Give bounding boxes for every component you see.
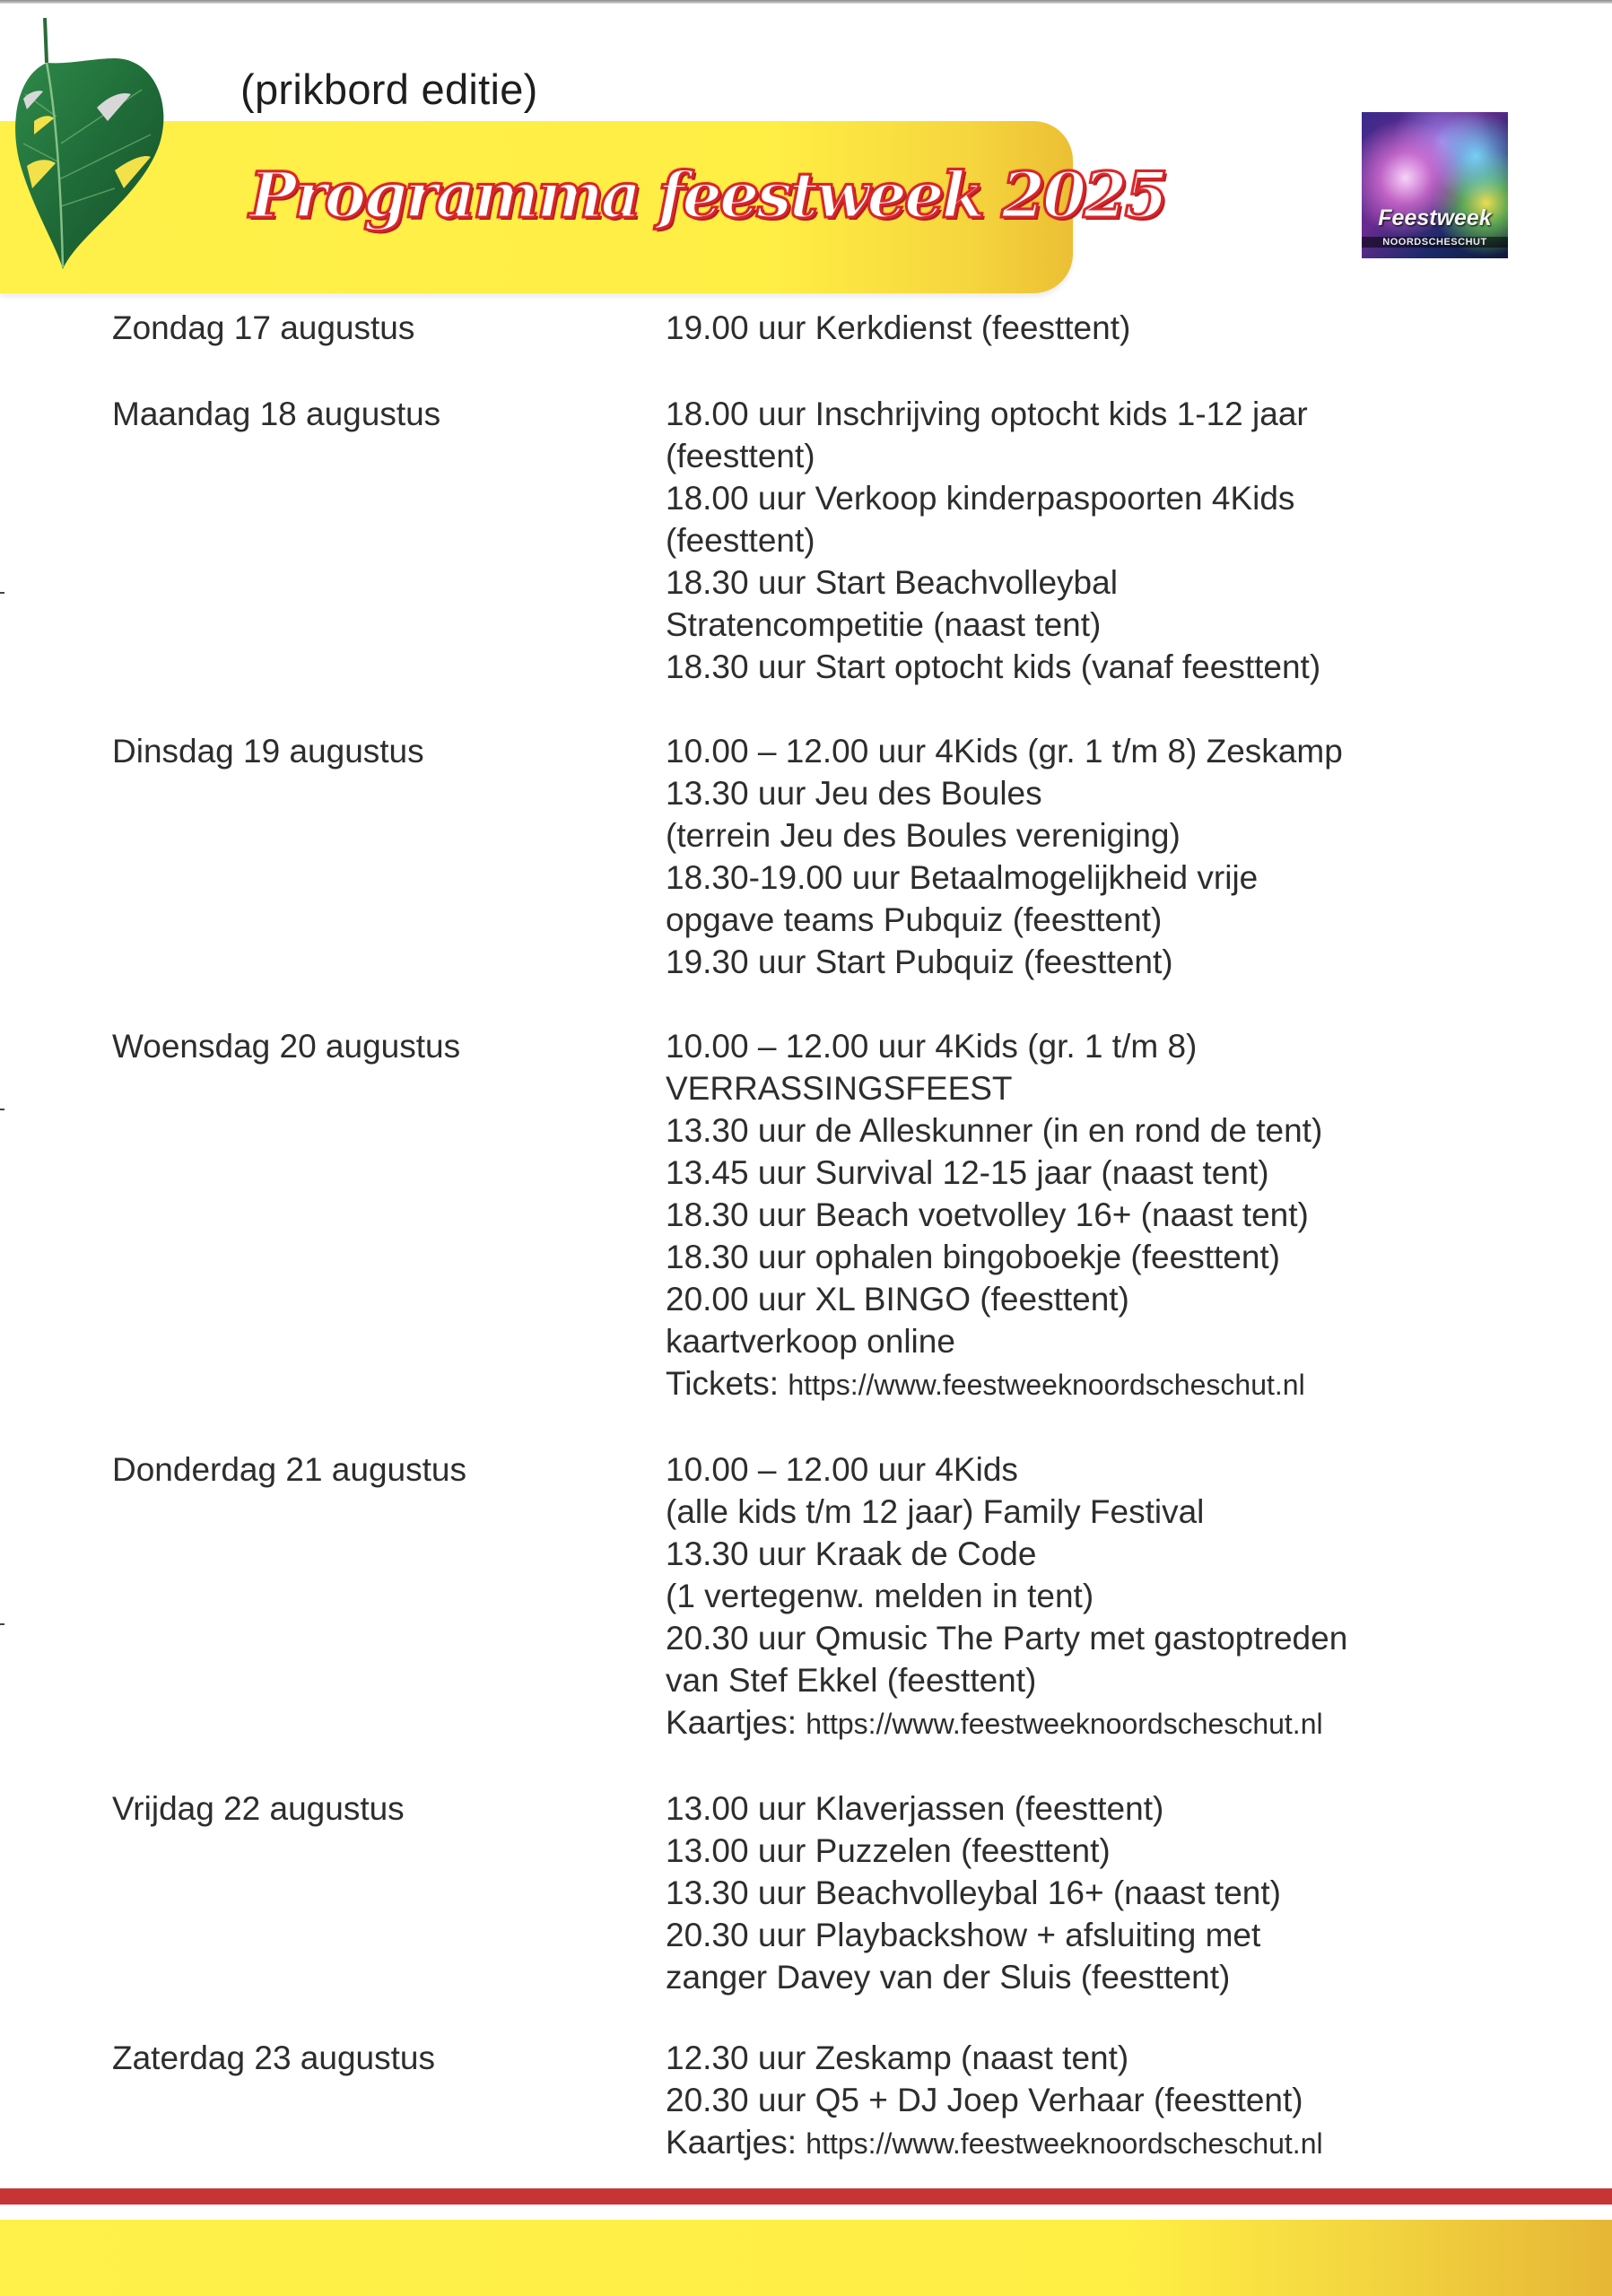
event-item: 20.30 uur Qmusic The Party met gastoptreden	[666, 1620, 1348, 1657]
day-label: Vrijdag 22 augustus	[112, 1790, 405, 1827]
ticket-link-url[interactable]: https://www.feestweeknoordscheschut.nl	[806, 1708, 1323, 1740]
ticket-link-label: Kaartjes:	[666, 2124, 797, 2161]
event-list	[666, 730, 1565, 983]
event-item: VERRASSINGSFEEST	[666, 1070, 1013, 1107]
event-item: 18.00 uur Verkoop kinderpaspoorten 4Kids	[666, 480, 1295, 517]
event-item: 18.30 uur Beach voetvolley 16+ (naast tent)	[666, 1196, 1309, 1233]
event-item: 13.00 uur Klaverjassen (feesttent)	[666, 1790, 1164, 1827]
event-item: van Stef Ekkel (feesttent)	[666, 1662, 1037, 1699]
day-label: Donderdag 21 augustus	[112, 1451, 466, 1488]
event-item: (feesttent)	[666, 438, 815, 474]
event-item: 13.30 uur Jeu des Boules	[666, 775, 1042, 812]
day-label: Zaterdag 23 augustus	[112, 2039, 435, 2076]
event-list	[666, 393, 1565, 688]
day-label: Maandag 18 augustus	[112, 396, 441, 432]
event-item: 18.30 uur Start Beachvolleybal	[666, 564, 1118, 601]
schedule-row	[112, 1025, 1565, 1406]
ticket-link-url[interactable]: https://www.feestweeknoordscheschut.nl	[806, 2127, 1323, 2160]
schedule-row	[112, 1787, 1565, 1998]
logo-subtext: NOORDSCHESCHUT	[1362, 237, 1508, 248]
event-item: 13.45 uur Survival 12-15 jaar (naast tent)	[666, 1154, 1269, 1191]
ticket-link-line	[666, 2121, 1565, 2165]
event-item: (terrein Jeu des Boules vereniging)	[666, 817, 1181, 854]
event-item: 13.30 uur de Alleskunner (in en rond de tent)	[666, 1112, 1323, 1149]
page-top-edge	[0, 0, 1612, 4]
event-list	[666, 1025, 1565, 1406]
event-item: 20.30 uur Q5 + DJ Joep Verhaar (feesttent)	[666, 2082, 1303, 2118]
event-item: 10.00 – 12.00 uur 4Kids	[666, 1451, 1018, 1488]
footer-yellow-band	[0, 2220, 1612, 2296]
schedule-row	[112, 2037, 1565, 2165]
event-item: 18.30-19.00 uur Betaalmogelijkheid vrije	[666, 859, 1259, 896]
schedule-row	[112, 1448, 1565, 1745]
edition-subtitle: (prikbord editie)	[240, 65, 538, 113]
schedule-row	[112, 307, 1565, 349]
logo-text: Feestweek	[1378, 205, 1492, 230]
monstera-leaf-icon	[7, 9, 196, 269]
event-item: 18.00 uur Inschrijving optocht kids 1-12 jaar	[666, 396, 1308, 432]
ticket-link-label: Tickets:	[666, 1365, 780, 1402]
schedule-row	[112, 393, 1565, 688]
event-item: 12.30 uur Zeskamp (naast tent)	[666, 2039, 1129, 2076]
ticket-link-line	[666, 1362, 1565, 1406]
page-title: Programma feestweek 2025	[249, 158, 1166, 232]
ticket-link-url[interactable]: https://www.feestweeknoordscheschut.nl	[788, 1369, 1305, 1401]
event-item: 13.30 uur Kraak de Code	[666, 1535, 1037, 1572]
event-item: 18.30 uur Start optocht kids (vanaf feesttent)	[666, 648, 1321, 685]
event-item: 20.30 uur Playbackshow + afsluiting met	[666, 1917, 1261, 1953]
fold-mark	[0, 592, 4, 594]
event-item: (1 vertegenw. melden in tent)	[666, 1578, 1094, 1614]
event-item: 18.30 uur ophalen bingoboekje (feesttent)	[666, 1239, 1281, 1275]
day-label: Woensdag 20 augustus	[112, 1028, 461, 1065]
fold-mark	[0, 1623, 4, 1625]
event-list	[666, 1787, 1565, 1998]
event-item: kaartverkoop online	[666, 1323, 955, 1360]
event-item: 10.00 – 12.00 uur 4Kids (gr. 1 t/m 8) Zeskamp	[666, 733, 1343, 770]
schedule-table	[112, 307, 1565, 2165]
event-item: 13.30 uur Beachvolleybal 16+ (naast tent)	[666, 1874, 1281, 1911]
ticket-link-line	[666, 1701, 1565, 1745]
event-item: 10.00 – 12.00 uur 4Kids (gr. 1 t/m 8)	[666, 1028, 1198, 1065]
event-item: Stratencompetitie (naast tent)	[666, 606, 1102, 643]
fold-mark	[0, 1109, 4, 1110]
event-item: 20.00 uur XL BINGO (feesttent)	[666, 1281, 1129, 1318]
event-item: 13.00 uur Puzzelen (feesttent)	[666, 1832, 1111, 1869]
event-item: (alle kids t/m 12 jaar) Family Festival	[666, 1493, 1205, 1530]
day-label: Zondag 17 augustus	[112, 309, 415, 346]
event-list	[666, 2037, 1565, 2165]
event-item: 19.00 uur Kerkdienst (feesttent)	[666, 309, 1131, 346]
event-list	[666, 307, 1565, 349]
day-label: Dinsdag 19 augustus	[112, 733, 424, 770]
event-item: 19.30 uur Start Pubquiz (feesttent)	[666, 944, 1173, 980]
feestweek-logo	[1362, 112, 1508, 258]
event-list	[666, 1448, 1565, 1745]
event-item: opgave teams Pubquiz (feesttent)	[666, 901, 1163, 938]
event-item: (feesttent)	[666, 522, 815, 559]
schedule-row	[112, 730, 1565, 983]
footer-red-stripe	[0, 2188, 1612, 2205]
event-item: zanger Davey van der Sluis (feesttent)	[666, 1959, 1231, 1996]
ticket-link-label: Kaartjes:	[666, 1704, 797, 1741]
